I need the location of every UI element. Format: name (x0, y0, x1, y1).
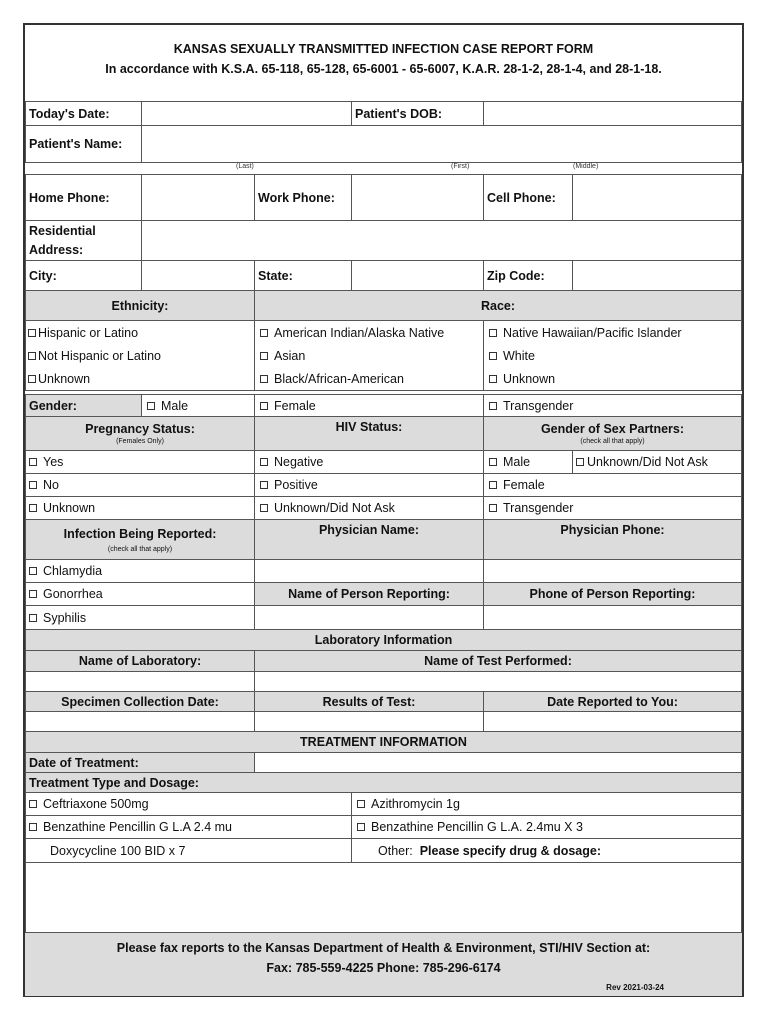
todays-date-field[interactable] (141, 101, 352, 126)
reporter-phone-field[interactable] (483, 605, 742, 630)
checkbox-icon (28, 375, 36, 383)
gender-female[interactable] (254, 394, 484, 417)
address-field[interactable] (141, 220, 742, 261)
test-name-field[interactable] (254, 671, 742, 692)
physician-name-field[interactable] (254, 559, 484, 583)
footer-fax-instructions: Please fax reports to the Kansas Department of Health & Environment, STI/HIV Section at: (116, 941, 651, 955)
checkbox-icon (29, 504, 37, 512)
partners-note: (check all that apply) (580, 438, 645, 445)
physician-name-header: Physician Name: (254, 519, 484, 560)
city-label: City: (25, 260, 142, 291)
race-black[interactable] (255, 369, 483, 389)
option-label: Native Hawaiian/Pacific Islander (503, 326, 682, 340)
option-label: Unknown (43, 501, 96, 515)
collection-date-header: Specimen Collection Date: (25, 691, 255, 712)
checkbox-icon (147, 402, 155, 410)
collection-date-field[interactable] (25, 711, 255, 732)
partners-female[interactable] (483, 473, 742, 497)
treatment-type-label: Treatment Type and Dosage: (25, 772, 742, 793)
hiv-unknown[interactable] (254, 496, 484, 520)
gender-transgender[interactable] (483, 394, 742, 417)
race-pacific-islander[interactable] (484, 323, 740, 343)
checkbox-icon (576, 458, 584, 466)
hiv-header: HIV Status: (254, 416, 484, 451)
city-field[interactable] (141, 260, 255, 291)
lab-name-field[interactable] (25, 671, 255, 692)
ethnicity-unknown[interactable] (25, 369, 253, 389)
physician-phone-field[interactable] (483, 559, 742, 583)
hiv-positive[interactable] (254, 473, 484, 497)
treatment-section-title: TREATMENT INFORMATION (25, 731, 742, 753)
treatment-date-field[interactable] (254, 752, 742, 773)
checkbox-icon (260, 458, 268, 466)
zip-field[interactable] (572, 260, 742, 291)
pregnancy-label: Pregnancy Status: (85, 422, 195, 436)
checkbox-icon (260, 481, 268, 489)
form-footer (25, 932, 742, 996)
checkbox-icon (28, 352, 36, 360)
pregnancy-yes[interactable] (25, 450, 255, 474)
option-label: Hispanic or Latino (38, 326, 139, 340)
checkbox-icon (29, 823, 37, 831)
option-label: Female (503, 478, 545, 492)
name-last-caption: (Last) (236, 163, 254, 170)
home-phone-field[interactable] (141, 174, 255, 221)
checkbox-icon (357, 800, 365, 808)
patient-name-field[interactable] (141, 125, 742, 163)
address-label: Residential Address: (25, 220, 142, 261)
option-label: Female (274, 398, 316, 413)
treatment-other-field[interactable] (25, 862, 742, 933)
lab-section-title: Laboratory Information (25, 629, 742, 651)
checkbox-icon (29, 614, 37, 622)
checkbox-icon (29, 590, 37, 598)
treatment-ceftriaxone[interactable] (25, 792, 352, 816)
form-subtitle: In accordance with K.S.A. 65-118, 65-128, 65-6001 - 65-6007, K.A.R. 28-1-2, 28-1-4, and 28-1-18. (105, 62, 662, 76)
option-label: Male (503, 455, 531, 469)
option-label: Black/African-American (274, 372, 404, 386)
ethnicity-hispanic[interactable] (25, 323, 253, 343)
work-phone-label: Work Phone: (254, 174, 352, 221)
footer-contact-numbers: Fax: 785-559-4225 Phone: 785-296-6174 (266, 961, 501, 975)
checkbox-icon (29, 458, 37, 466)
option-label: Benzathine Pencillin G L.A 2.4 mu (43, 820, 233, 834)
checkbox-icon (29, 481, 37, 489)
checkbox-icon (260, 375, 268, 383)
race-header: Race: (254, 290, 742, 321)
name-middle-caption: (Middle) (573, 163, 599, 170)
state-field[interactable] (351, 260, 484, 291)
reporter-name-field[interactable] (254, 605, 484, 630)
checkbox-icon (357, 823, 365, 831)
revision-date: Rev 2021-03-24 (606, 983, 664, 992)
pregnancy-header (25, 416, 255, 451)
dob-label: Patient's DOB: (351, 101, 484, 126)
checkbox-icon (260, 504, 268, 512)
checkbox-icon (489, 375, 497, 383)
option-label: Not Hispanic or Latino (38, 349, 161, 363)
ethnicity-header: Ethnicity: (25, 290, 255, 321)
option-label: Unknown/Did Not Ask (587, 455, 708, 469)
pregnancy-unknown[interactable] (25, 496, 255, 520)
option-label: Chlamydia (43, 564, 103, 578)
form-title: KANSAS SEXUALLY TRANSMITTED INFECTION CASE REPORT FORM (173, 42, 594, 56)
option-label: Positive (274, 478, 318, 492)
checkbox-icon (489, 352, 497, 360)
lab-name-header: Name of Laboratory: (25, 650, 255, 672)
infection-note: (check all that apply) (107, 545, 173, 553)
report-form (23, 23, 744, 997)
treatment-date-label: Date of Treatment: (25, 752, 255, 773)
treatment-benzathine[interactable] (25, 815, 352, 839)
checkbox-icon (489, 458, 497, 466)
option-label: Gonorrhea (43, 587, 103, 601)
partners-header (483, 416, 742, 451)
race-american-indian[interactable] (255, 323, 483, 343)
infection-chlamydia[interactable] (25, 559, 255, 583)
state-label: State: (254, 260, 352, 291)
option-label: Transgender (503, 501, 574, 515)
work-phone-field[interactable] (351, 174, 484, 221)
checkbox-icon (260, 352, 268, 360)
gender-male[interactable] (141, 394, 255, 417)
partners-unknown[interactable] (572, 450, 742, 474)
treatment-azithromycin[interactable] (351, 792, 742, 816)
race-unknown[interactable] (484, 369, 740, 389)
checkbox-icon (29, 567, 37, 575)
checkbox-icon (260, 402, 268, 410)
todays-date-label: Today's Date: (25, 101, 142, 126)
option-label: Asian (274, 349, 306, 363)
checkbox-icon (489, 481, 497, 489)
checkbox-icon (29, 800, 37, 808)
date-reported-field[interactable] (483, 711, 742, 732)
option-label: White (503, 349, 535, 363)
physician-phone-header: Physician Phone: (483, 519, 742, 560)
date-reported-header: Date Reported to You: (483, 691, 742, 712)
reporter-name-header: Name of Person Reporting: (254, 582, 484, 606)
option-label: Unknown/Did Not Ask (274, 501, 395, 515)
other-prefix: Other: (378, 843, 413, 858)
checkbox-icon (260, 329, 268, 337)
ethnicity-not-hispanic[interactable] (25, 346, 253, 366)
checkbox-icon (489, 329, 497, 337)
home-phone-label: Home Phone: (25, 174, 142, 221)
treatment-benzathine-x3[interactable] (351, 815, 742, 839)
checkbox-icon (489, 402, 497, 410)
reporter-phone-header: Phone of Person Reporting: (483, 582, 742, 606)
option-label: No (43, 478, 59, 492)
option-label: Benzathine Pencillin G L.A. 2.4mu X 3 (371, 820, 583, 834)
partners-transgender[interactable] (483, 496, 742, 520)
infection-gonorrhea[interactable] (25, 582, 255, 606)
infection-header (25, 519, 255, 560)
option-label: Yes (43, 455, 64, 469)
option-label: Negative (274, 455, 324, 469)
option-label: Ceftriaxone 500mg (43, 797, 149, 811)
treatment-other[interactable] (351, 838, 742, 863)
option-label: Transgender (503, 398, 574, 413)
other-instructions: Please specify drug & dosage: (419, 843, 602, 858)
hiv-negative[interactable] (254, 450, 484, 474)
option-label: American Indian/Alaska Native (274, 326, 445, 340)
option-label: Male (161, 398, 189, 413)
checkbox-icon (489, 504, 497, 512)
results-field[interactable] (254, 711, 484, 732)
name-first-caption: (First) (451, 163, 470, 170)
infection-syphilis[interactable] (25, 605, 255, 630)
pregnancy-note: (Females Only) (116, 438, 164, 445)
pregnancy-no[interactable] (25, 473, 255, 497)
dob-field[interactable] (483, 101, 742, 126)
treatment-doxycycline[interactable]: Doxycycline 100 BID x 7 (25, 838, 352, 863)
checkbox-icon (28, 329, 36, 337)
infection-label: Infection Being Reported: (63, 526, 217, 541)
zip-label: Zip Code: (483, 260, 573, 291)
test-name-header: Name of Test Performed: (254, 650, 742, 672)
option-label: Unknown (503, 372, 556, 386)
gender-label: Gender: (25, 394, 142, 417)
option-label: Azithromycin 1g (371, 797, 460, 811)
partners-label: Gender of Sex Partners: (540, 422, 685, 436)
option-label: Syphilis (43, 610, 87, 625)
cell-phone-label: Cell Phone: (483, 174, 573, 221)
patient-name-label: Patient's Name: (25, 125, 142, 163)
race-white[interactable] (484, 346, 740, 366)
results-header: Results of Test: (254, 691, 484, 712)
form-header (25, 25, 742, 101)
partners-male[interactable] (483, 450, 573, 474)
option-label: Unknown (38, 372, 91, 386)
cell-phone-field[interactable] (572, 174, 742, 221)
race-asian[interactable] (255, 346, 483, 366)
